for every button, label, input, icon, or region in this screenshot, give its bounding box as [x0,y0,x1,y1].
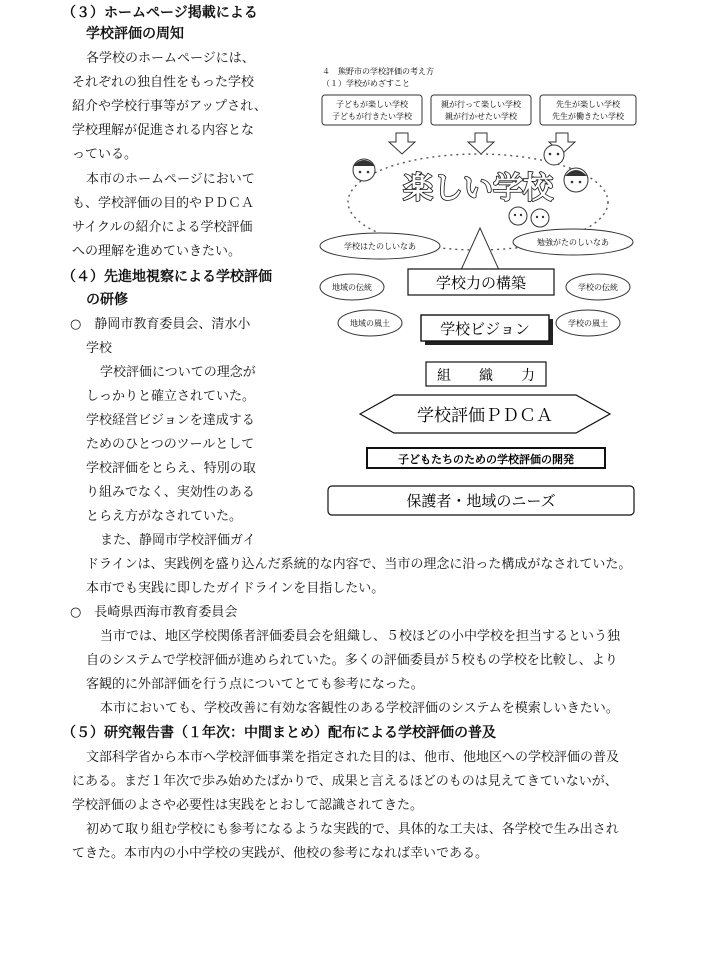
section5-line: にある。まだ１年次で歩み始めたばかりで、成果と言えるほどのものは見えてきていないが、 [72,774,618,789]
section3-heading-line1: （３）ホームページ掲載による [62,5,258,21]
section4-item1-heading: ○ 静岡市教育委員会、清水小 [70,317,251,332]
oval-local-tradition [320,274,384,300]
svg-text:地域の風土: 地域の風土 [350,319,390,328]
section4-item1-line: 学校評価についての理念が [100,365,256,380]
oval-school-culture [556,310,620,336]
section3-line: 各学校のホームページには、 [86,51,255,66]
character-icon [544,145,564,165]
svg-text:子どもが行きたい学校: 子どもが行きたい学校 [332,112,412,121]
section4-heading-line2: の研修 [86,292,128,308]
section4-item1-line: ドラインは、実践例を盛り込んだ系統的な内容で、当市の理念に沿った構成がなされていた。 [86,557,632,572]
section5-line: 初めて取り組む学校にも参考になるような実践的で、具体的な工夫は、各学校で生み出され [86,822,619,837]
section3-line: も、学校評価の目的やＰＤＣＡ [72,196,255,211]
section3-line: 本市のホームページにおいて [86,172,255,187]
box-school-capacity [408,269,554,295]
box-evaluation-development [367,448,605,468]
svg-text:先生が働きたい学校: 先生が働きたい学校 [552,112,624,121]
section4-item1-line: り組みでなく、実効性のある [86,485,255,500]
section4-item2-line: 当市では、地区学校関係者評価委員会を組織し、５校ほどの小中学校を担当するという独 [100,629,621,644]
svg-text:子どもが楽しい学校: 子どもが楽しい学校 [336,100,408,109]
section3-line: への理解を進めていきたい。 [72,244,242,259]
section4-item1-line: 学校評価をとらえ、特別の取 [86,461,256,476]
oval-school-tradition [566,274,630,300]
speech-bubble-left [320,233,440,259]
section4-item1-line: また、静岡市学校評価ガイ [100,533,256,548]
figure-title: ４ 熊野市の学校評価の考え方 [322,67,434,76]
svg-text:先生が楽しい学校: 先生が楽しい学校 [556,100,620,109]
banner-fun-school: 楽しい学校 [403,171,553,206]
svg-text:親が行って楽しい学校: 親が行って楽しい学校 [441,100,521,109]
section3-line: 学校理解が促進される内容とな [72,123,255,138]
section4-item1-line: とらえ方がなされていた。 [86,509,243,524]
speech-bubble-right [513,229,633,255]
section5-line: 学校評価のよさや必要性は実践をとおして認識されてきた。 [72,798,424,813]
section4-item2-line: 客観的に外部評価を行う点についてとても参考になった。 [86,677,424,692]
svg-text:子どもたちのための学校評価の開発: 子どもたちのための学校評価の開発 [398,453,574,466]
svg-text:地域の伝統: 地域の伝統 [332,283,372,292]
figure-subtitle: （１）学校がめざすこと [322,79,410,88]
section5-line: てきた。本市内の小中学校の実践が、他校の参考になれば幸いである。 [72,846,489,861]
section4-item1-line: 本市でも実践に即したガイドラインを目指したい。 [86,581,385,596]
character-icon [531,209,549,227]
section4-heading-line1: （４）先進地視察による学校評価 [62,269,272,285]
section4-item1-heading-cont: 学校 [86,341,113,356]
goal-box-parents [431,95,531,125]
section3-line: サイクルの紹介による学校評価 [72,220,253,235]
section4-item1-line: ためのひとつのツールとして [86,437,255,452]
section3-line: それぞれの独自性をもった学校 [72,75,255,90]
oval-local-culture [338,310,402,336]
section4-item2-line: 本市においても、学校改善に有効な客観性のある学校評価のシステムを模索しいきたい。 [100,701,619,716]
child-character-icon [353,159,375,181]
section4-item2-line: 自のシステムで学校評価が進められていた。多くの評価委員が５校もの学校を比較し、より [86,653,618,668]
section3-line: 紹介や学校行事等がアップされ、 [72,99,267,114]
school-evaluation-concept-diagram [318,62,640,522]
svg-text:学校はたのしいなあ: 学校はたのしいなあ [344,242,416,251]
svg-text:学校の風土: 学校の風土 [568,319,608,328]
section4-item1-line: しっかりと確立されていた。 [86,389,256,404]
svg-text:勉強がたのしいなあ: 勉強がたのしいなあ [537,238,609,247]
goal-box-teachers [540,95,636,125]
svg-text:学校ビジョン: 学校ビジョン [440,320,530,338]
section4-item1-line: 学校経営ビジョンを達成する [86,413,255,428]
box-guardian-community-needs [328,486,634,515]
svg-text:学校力の構築: 学校力の構築 [435,274,527,292]
section5-heading: （５）研究報告書（１年次：中間まとめ）配布による学校評価の普及 [62,725,496,741]
goal-box-children [322,95,422,125]
section4-item2-heading: ○ 長崎県西海市教育委員会 [70,605,238,620]
character-icon [509,207,527,225]
svg-text:学校評価ＰＤＣＡ: 学校評価ＰＤＣＡ [417,406,553,426]
box-organization [426,362,546,386]
character-icon [564,168,588,192]
svg-text:保護者・地域のニーズ: 保護者・地域のニーズ [406,492,556,510]
svg-text:親が行かせたい学校: 親が行かせたい学校 [445,112,517,121]
section3-heading-line2: 学校評価の周知 [86,26,184,42]
svg-text:組 織 力: 組 織 力 [437,368,535,384]
svg-text:学校の伝統: 学校の伝統 [578,283,618,292]
hexagon-pdca [360,395,610,433]
section3-line: っている。 [72,147,138,162]
section5-line: 文部科学省から本市へ学校評価事業を指定された目的は、他市、他地区への学校評価の普及 [86,750,620,765]
box-school-vision [421,315,553,345]
